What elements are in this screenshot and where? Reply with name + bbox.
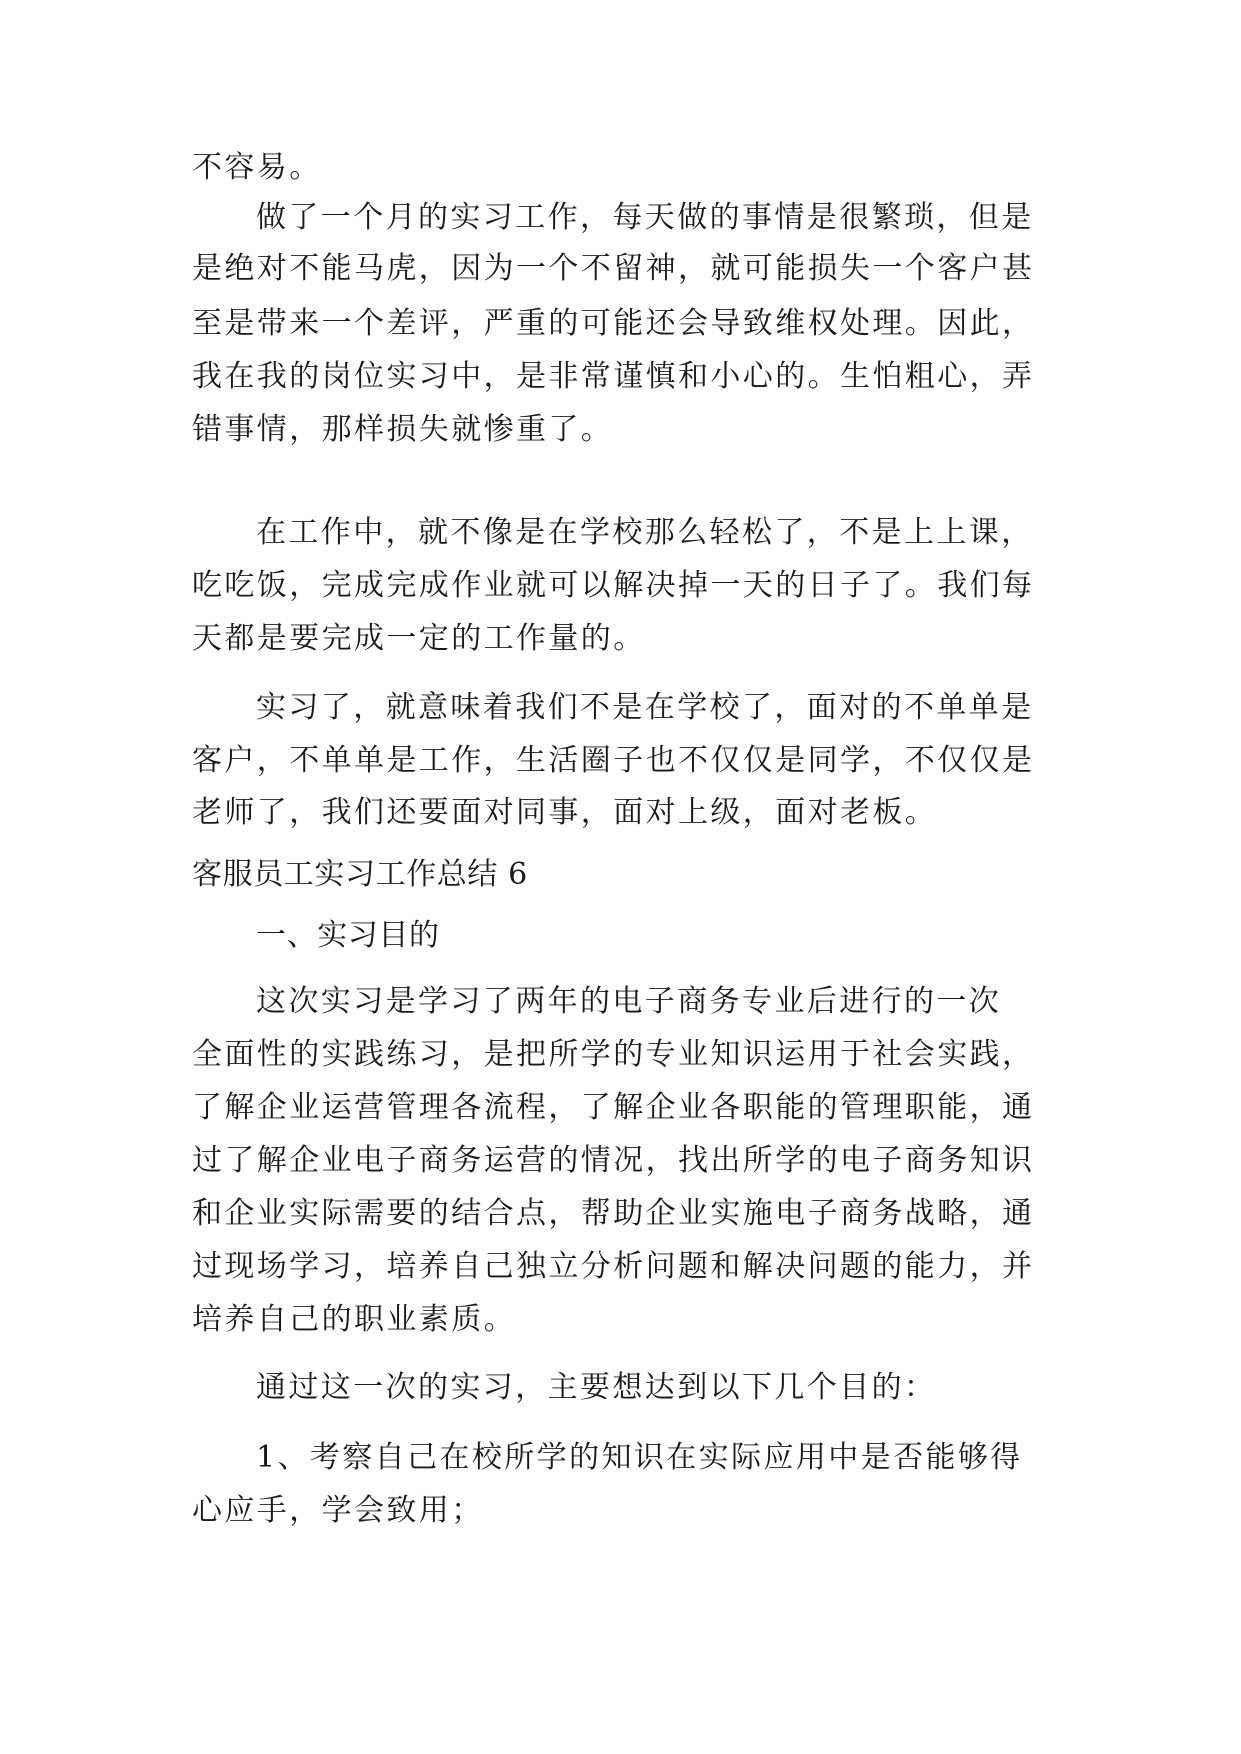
paragraph-line: 过现场学习，培养自己独立分析问题和解决问题的能力，并 [192,1249,1035,1284]
paragraph-line: 错事情，那样损失就惨重了。 [192,412,614,447]
paragraph-line: 不容易。 [192,150,322,185]
paragraph-line: 老师了，我们还要面对同事，面对上级，面对老板。 [192,795,938,830]
paragraph-line: 吃吃饭，完成完成作业就可以解决掉一天的日子了。我们每 [192,568,1035,603]
paragraph-line: 和企业实际需要的结合点，帮助企业实施电子商务战略，通 [192,1196,1035,1231]
section-heading: 客服员工实习工作总结 6 [192,857,528,892]
paragraph-line: 过了解企业电子商务运营的情况，找出所学的电子商务知识 [192,1143,1035,1178]
paragraph-line: 通过这一次的实习，主要想达到以下几个目的： [256,1370,937,1405]
paragraph-line: 客户，不单单是工作，生活圈子也不仅仅是同学，不仅仅是 [192,743,1035,778]
paragraph-line: 了解企业运营管理各流程，了解企业各职能的管理职能，通 [192,1090,1035,1125]
subsection-heading: 一、实习目的 [256,918,440,953]
paragraph-line: 实习了，就意味着我们不是在学校了，面对的不单单是 [256,690,1034,725]
list-item-line: 1、考察自己在校所学的知识在实际应用中是否能够得 [256,1440,1023,1475]
paragraph-line: 做了一个月的实习工作，每天做的事情是很繁琐，但是 [256,200,1034,235]
paragraph-line: 至是带来一个差评，严重的可能还会导致维权处理。因此， [192,306,1035,341]
list-item-line: 心应手，学会致用； [192,1493,484,1528]
paragraph-line: 全面性的实践练习，是把所学的专业知识运用于社会实践， [192,1037,1035,1072]
paragraph-line: 天都是要完成一定的工作量的。 [192,621,646,656]
paragraph-line: 是绝对不能马虎，因为一个不留神，就可能损失一个客户甚 [192,251,1035,286]
paragraph-line: 这次实习是学习了两年的电子商务专业后进行的一次 [256,984,1002,1019]
paragraph-line: 在工作中，就不像是在学校那么轻松了，不是上上课， [256,515,1034,550]
paragraph-line: 我在我的岗位实习中，是非常谨慎和小心的。生怕粗心，弄 [192,359,1035,394]
paragraph-line: 培养自己的职业素质。 [192,1302,516,1337]
